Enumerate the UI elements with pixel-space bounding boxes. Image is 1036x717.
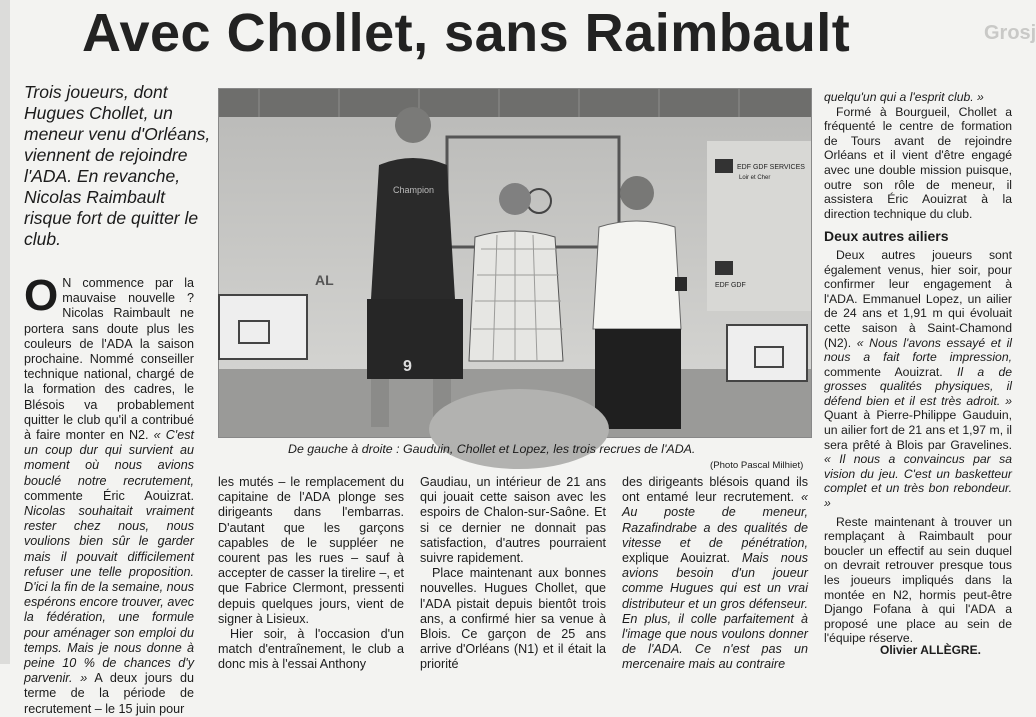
- margin-ghost-text: Grosj: [984, 22, 1036, 44]
- col5-text-b: Formé à Bourgueil, Chollet a fréquenté le centre de formation de Tours avant de rejoindre Orléans et il vient d'être engagé avec une double mission puisque, outre son rôle de meneur, il assistera Éric Aouizrat à la direction technique du club.: [824, 104, 1012, 221]
- col5-text-g: Quant à Pierre-Philippe Gauduin, un ailier fort de 21 ans et 1,97 m, il sera prêté à Blois par Gravelines.: [824, 408, 1012, 452]
- col5-text-e: commente Aouizrat.: [824, 364, 943, 379]
- article-column-1: [24, 271, 194, 717]
- section-subhead: Deux autres ailiers: [824, 228, 949, 245]
- headline: Avec Chollet, sans Raimbault: [82, 3, 851, 63]
- col4-text-a: des dirigeants blésois quand ils ont entamé leur recrutement.: [622, 475, 808, 505]
- article-column-5: [824, 90, 1012, 646]
- col5-text-c: Deux autres joueurs sont également venus, hier soir, pour confirmer leur engagement à l'ADA. Emmanuel Lopez, un ailier de 24 ans et 1,91 m qui évoluait cette saison à Saint-Chamond (N2).: [824, 247, 1012, 350]
- col1-quote-a: « C'est un coup dur qui survient au moment où nous avions bouclé notre recrutement,: [24, 428, 194, 488]
- col1-quote-b: Nicolas souhaitait vraiment rester chez nous, nous voulions bien sûr le garder mais il pouvait difficilement refuser une telle proposition. D'ici la fin de la semaine, nous espérons encore trouver, avec la fédération, une formule pour aménager son emploi du temps. Mais je nous donne à peine 10 % de chances d'y parvenir. »: [24, 504, 194, 686]
- wall-letters: AL: [315, 272, 334, 288]
- photo-credit: (Photo Pascal Milhiet): [710, 460, 804, 471]
- lead-paragraph: Trois joueurs, dont Hugues Chollet, un meneur venu d'Orléans, viennent de rejoindre l'ADA. En revanche, Nicolas Raimbault risque fort de quitter le club.: [24, 82, 211, 249]
- photo-caption: De gauche à droite : Gauduin, Chollet et Lopez, les trois recrues de l'ADA.: [288, 442, 696, 456]
- page-edge: [0, 0, 10, 664]
- col2-text-a: les mutés – le remplacement du capitaine de l'ADA plonge ses dirigeants dans l'embarras. D'autant que les garçons capables de le suppléer ne courent pas les rues – sauf à accepter de casser la tirelire –, et que Fabrice Clermont, pressenti depuis quelques jours, vient de signer à Lisieux.: [218, 475, 404, 626]
- col5-quote-h: « Il nous a convaincus par sa vision du jeu. C'est un basketteur complet et un très bon rebondeur. »: [824, 452, 1012, 511]
- article-column-4: [622, 475, 808, 673]
- col1-text-e: A deux jours du terme de la période de recrutement – le 15 juin pour: [24, 671, 194, 716]
- col1-text-a: N commence par la mauvaise nouvelle ? Nicolas Raimbault ne portera sans doute plus les couleurs de l'ADA la saison prochaine. Nommé conseiller technique national, chargé de la formation des cadres, le Blésois va probablement quitter le club qu'il a contribué à faire monter en N2.: [24, 276, 194, 443]
- col5-quote-f: Il a de grosses qualités physiques, il défend bien et il est très adroit. »: [824, 364, 1012, 408]
- banner-sub: Loir et Cher: [739, 175, 771, 181]
- dropcap: O: [24, 271, 59, 320]
- col3-text-a: Gaudiau, un intérieur de 21 ans qui jouait cette saison avec les espoirs de Chalon-sur-Saône. Et si ce dernier ne donnait pas satisfaction, d'autres pourraient suivre rapidement.: [420, 475, 606, 566]
- col5-quote-a: quelqu'un qui a l'esprit club. »: [824, 90, 984, 104]
- banner-services: EDF GDF SERVICES: [737, 164, 805, 171]
- article-column-2: [218, 475, 404, 673]
- col5-quote-d: « Nous l'avons essayé et il nous a fait forte impression,: [824, 335, 1012, 365]
- col1-text-c: commente Éric Aouizrat.: [24, 488, 194, 503]
- col4-quote-a: « Au poste de meneur, Razafindrabe a des qualités de vitesse et de pénétration,: [622, 490, 809, 550]
- col3-text-b: Place maintenant aux bonnes nouvelles. Hugues Chollet, que l'ADA pistait depuis bientôt trois ans, a confirmé hier sa venue à Blois. Ce garçon de 25 ans arrive d'Orléans (N1) et il était la priorité: [420, 566, 606, 672]
- col4-text-c: explique Aouizrat.: [622, 551, 730, 566]
- shirt-brand: Champion: [393, 185, 435, 195]
- jersey-number: 9: [403, 358, 412, 375]
- article-column-3: [420, 475, 606, 673]
- team-photo: [218, 88, 812, 438]
- col5-text-i: Reste maintenant à trouver un remplaçant à Raimbault pour boucler un effectif au sein duquel on devrait retrouver presque tous les joueurs impliqués dans la montée en N2, hormis peut-être Django Fofana à qui l'ADA a proposé une place au sein de l'équipe réserve.: [824, 514, 1012, 646]
- col4-quote-b: Mais nous avions besoin d'un joueur comme Hugues qui est un vrai distributeur et un gros défenseur. En plus, il colle parfaitement à l'image que nous voulons donner de l'ADA. Ce n'est pas un mercenaire mais au contraire: [622, 551, 809, 672]
- author-signature: Olivier ALLÈGRE.: [880, 643, 981, 657]
- banner-edf: EDF GDF: [715, 282, 746, 289]
- col2-text-b: Hier soir, à l'occasion d'un match d'entraînement, le club a donc mis à l'essai Anthony: [218, 627, 404, 672]
